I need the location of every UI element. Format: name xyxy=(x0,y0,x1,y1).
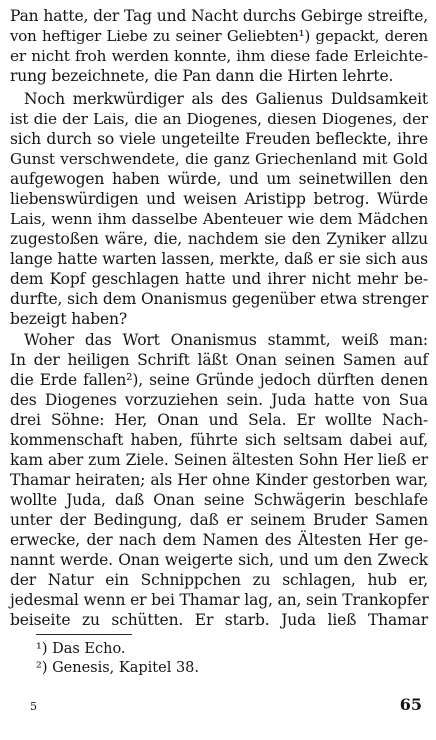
text-line: bezeigt haben? xyxy=(10,310,127,328)
footnote-divider xyxy=(36,634,132,635)
text-line: Thamar heiraten; als Her ohne Kinder gestorben war, xyxy=(10,471,428,489)
text-line: unter der Bedingung, daß er seinem Bruder Samen xyxy=(10,511,428,529)
footnotes xyxy=(36,640,416,678)
paragraph-3 xyxy=(10,330,428,630)
text-line: beiseite zu schütten. Er starb. Juda ließ Thamar xyxy=(10,611,428,629)
text-line: kam aber zum Ziele. Seinen ältesten Sohn Her ließ er xyxy=(10,451,428,469)
text-line: Pan hatte, der Tag und Nacht durchs Gebirge streifte, xyxy=(10,7,428,25)
text-line: aufgewogen haben würde, und um seinetwillen den xyxy=(10,170,428,188)
text-line: dem Kopf geschlagen hatte und ihrer nicht mehr be- xyxy=(10,270,428,288)
text-line: er nicht froh werden konnte, ihm diese fade Erleichte- xyxy=(10,47,428,65)
text-line: liebenswürdigen und weisen Aristipp betrog. Würde xyxy=(10,190,428,208)
footnote-2: ²) Genesis, Kapitel 38. xyxy=(36,660,200,676)
text-line: Lais, wenn ihm dasselbe Abenteuer wie dem Mädchen xyxy=(10,210,428,228)
text-line: Noch merkwürdiger als des Galienus Duldsamkeit xyxy=(24,90,428,108)
text-line: kommenschaft haben, führte sich seltsam dabei auf, xyxy=(10,431,428,449)
text-line: wollte Juda, daß Onan seine Schwägerin beschlafe xyxy=(10,491,428,509)
footnote-1: ¹) Das Echo. xyxy=(36,641,126,657)
text-line: die Erde fallen²), seine Gründe jedoch dürften denen xyxy=(10,371,428,389)
text-line: rung bezeichnete, die Pan dann die Hirten lehrte. xyxy=(10,67,394,85)
text-line: Woher das Wort Onanismus stammt, weiß man: xyxy=(24,331,428,349)
text-line: Gunst verschwendete, die ganz Griechenland mit Gold xyxy=(10,150,428,168)
text-line: nannt werde. Onan weigerte sich, und um den Zweck xyxy=(10,551,428,569)
paragraph-2 xyxy=(10,89,428,329)
text-line: ist die der Lais, die an Diogenes, diesen Diogenes, der xyxy=(10,110,428,128)
text-line: durfte, sich dem Onanismus gegenüber etwa strenger xyxy=(10,290,429,308)
text-line: sich durch so viele ungeteilte Freuden befleckte, ihre xyxy=(10,130,428,148)
text-line: drei Söhne: Her, Onan und Sela. Er wollte Nach- xyxy=(10,411,428,429)
text-line: In der heiligen Schrift läßt Onan seinen Samen auf xyxy=(10,351,428,369)
text-line: erwecke, der nach dem Namen des Ältesten Her ge- xyxy=(10,531,428,549)
signature-mark: 5 xyxy=(30,700,37,713)
text-line: jedesmal wenn er bei Thamar lag, an, sein Trankopfer xyxy=(10,591,429,609)
paragraph-1 xyxy=(10,6,428,86)
text-line: des Diogenes vorzuziehen sein. Juda hatte von Sua xyxy=(10,391,428,409)
page-number: 65 xyxy=(399,695,422,714)
text-line: lange hatte warten lassen, merkte, daß er sie sich aus xyxy=(10,250,428,268)
text-line: von heftiger Liebe zu seiner Geliebten¹) gepackt, deren xyxy=(10,27,428,45)
text-line: der Natur ein Schnippchen zu schlagen, hub er, xyxy=(10,571,428,589)
text-line: zugestoßen wäre, die, nachdem sie den Zyniker allzu xyxy=(10,230,428,248)
